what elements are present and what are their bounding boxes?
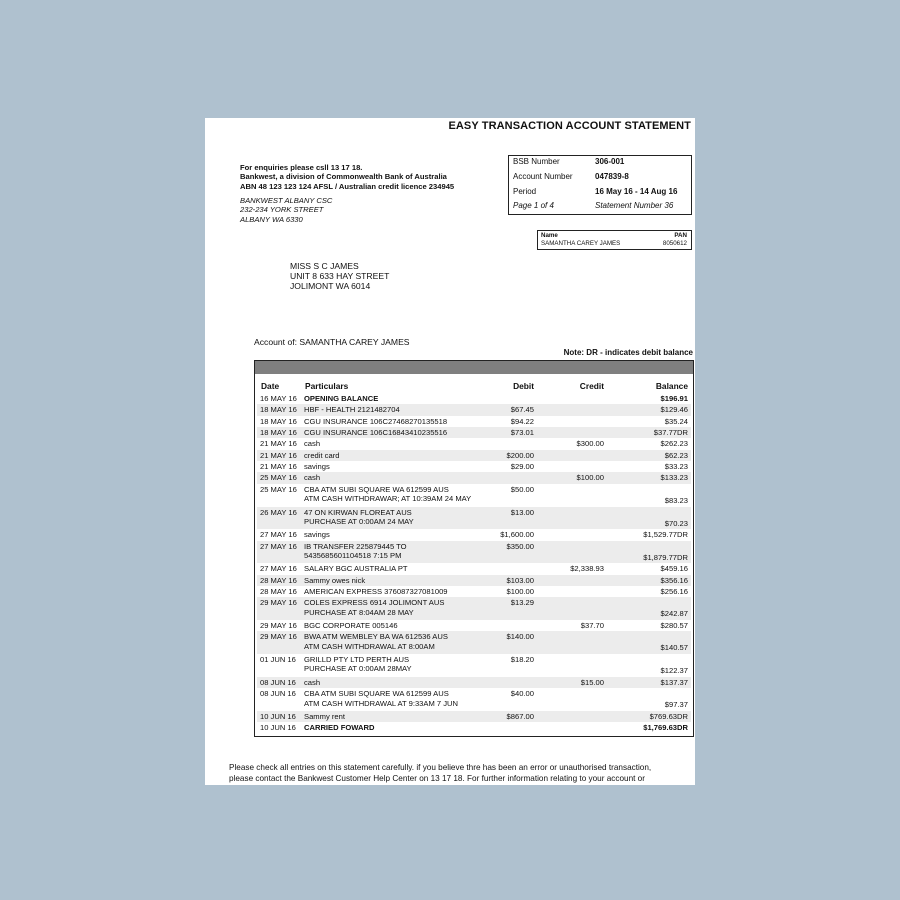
row-particulars [304,542,407,561]
table-row [257,529,691,540]
row-date: 01 JUN 16 [260,655,296,665]
row-balance: $122.37 [660,666,688,676]
row-particulars [304,598,444,617]
row-date: 21 MAY 16 [260,462,297,472]
particulars-line: ATM CASH WITHDRAWAL AT 9:33AM 7 JUN [304,698,459,708]
footer-notice [229,763,651,784]
branch-line: ALBANY WA 6330 [240,214,303,224]
row-date: 25 MAY 16 [260,484,297,494]
particulars-line: ATM CASH WITHDRAWAL AT 8:00AM [304,641,435,651]
row-balance: $33.23 [664,462,688,472]
table-row [257,654,691,677]
row-debit: $140.00 [506,632,534,642]
row-debit: $18.20 [510,655,534,665]
row-date: 10 JUN 16 [260,711,296,721]
account-number-value: 047839-8 [595,172,629,181]
row-particulars [304,485,471,504]
table-row [257,450,691,461]
bank-enquiries-line: For enquiries please csll 13 17 18. [240,163,363,172]
row-date: 10 JUN 16 [260,723,296,733]
row-particulars: Sammy owes nick [304,575,366,585]
table-row [257,688,691,711]
row-balance: $37.77DR [653,428,688,438]
row-balance: $1,879.77DR [643,552,688,562]
table-row [257,631,691,654]
row-particulars: OPENING BALANCE [304,394,379,403]
table-row [257,575,691,586]
row-debit: $13.00 [510,507,534,517]
row-date: 25 MAY 16 [260,473,297,483]
table-row [257,416,691,427]
row-balance: $133.23 [660,473,688,483]
particulars-line: CBA ATM SUBI SQUARE WA 612599 AUS [304,689,449,699]
row-balance: $62.23 [664,450,688,460]
particulars-line: IB TRANSFER 225879445 TO [304,541,407,551]
col-header-date: Date [261,381,280,391]
row-balance: $356.16 [660,575,688,585]
row-particulars: cash [304,439,321,449]
row-date: 29 MAY 16 [260,598,297,608]
table-row [257,427,691,438]
row-debit: $67.45 [510,405,534,415]
statement-number: Statement Number 36 [595,201,674,210]
row-date: 18 MAY 16 [260,405,297,415]
row-balance: $129.46 [660,405,688,415]
row-balance: $1,769.63DR [643,723,688,733]
row-credit: $37.70 [580,621,604,630]
row-debit: $73.01 [510,428,534,438]
row-date: 16 MAY 16 [260,394,297,403]
table-row [257,563,691,574]
bank-abn-line: ABN 48 123 123 124 AFSL / Australian credit licence 234945 [240,181,455,191]
row-date: 29 MAY 16 [260,621,297,630]
document-title: EASY TRANSACTION ACCOUNT STATEMENT [448,120,691,132]
particulars-line: BWA ATM WEMBLEY BA WA 612536 AUS [304,632,448,642]
row-date: 28 MAY 16 [260,575,297,585]
statement-page [205,118,695,785]
pan-value: 8050612 [662,240,687,247]
row-particulars: CGU INSURANCE 106C16843410235516 [304,428,448,438]
branch-address [240,196,332,224]
table-row [257,586,691,597]
row-date: 08 JUN 16 [260,689,296,699]
table-row [257,620,691,631]
row-debit: $13.29 [510,598,534,608]
row-credit: $300.00 [576,439,604,449]
row-date: 08 JUN 16 [260,677,296,687]
particulars-line: CBA ATM SUBI SQUARE WA 612599 AUS [304,484,449,494]
table-row [257,461,691,472]
debit-note: Note: DR - indicates debit balance [563,348,693,357]
table-row [257,404,691,415]
customer-address [290,261,389,291]
table-row [257,438,691,449]
row-debit: $350.00 [506,541,534,551]
row-date: 21 MAY 16 [260,450,297,460]
row-debit: $200.00 [506,450,534,460]
page-label: Page 1 of 4 [513,201,554,210]
page-row [513,201,691,215]
table-row [257,722,691,733]
table-row [257,472,691,483]
table-row [257,393,691,404]
particulars-line: GRILLD PTY LTD PERTH AUS [304,655,410,665]
row-balance: $242.87 [660,609,688,619]
address-line: MISS S C JAMES [290,261,359,271]
row-date: 21 MAY 16 [260,439,297,449]
row-date: 26 MAY 16 [260,507,297,517]
particulars-line: PURCHASE AT 8:04AM 28 MAY [304,607,414,617]
name-label: Name [541,232,558,239]
col-header-balance: Balance [655,381,688,391]
row-balance: $137.37 [660,677,688,687]
period-row [513,187,691,201]
row-credit: $100.00 [576,473,604,483]
row-particulars: BGC CORPORATE 005146 [304,621,398,630]
bank-name-line: Bankwest, a division of Commonwealth Bank of Australia [240,172,447,182]
footer-line: please contact the Bankwest Customer Help Center on 13 17 18. For further information relating to your account or [229,773,645,783]
address-line: UNIT 8 633 HAY STREET [290,271,390,281]
row-balance: $459.16 [660,564,688,574]
row-debit: $50.00 [510,484,534,494]
row-particulars: HBF - HEALTH 2121482704 [304,405,400,415]
row-date: 18 MAY 16 [260,428,297,438]
period-label: Period [513,187,537,196]
row-balance: $280.57 [660,621,688,630]
row-particulars: cash [304,473,321,483]
row-particulars: credit card [304,450,340,460]
row-date: 29 MAY 16 [260,632,297,642]
row-balance: $70.23 [664,518,688,528]
row-particulars: savings [304,462,330,472]
row-particulars: Sammy rent [304,711,345,721]
account-of: Account of: SAMANTHA CAREY JAMES [254,337,410,347]
row-credit: $2,338.93 [570,564,604,574]
row-particulars [304,655,412,674]
row-particulars [304,632,448,651]
row-debit: $29.00 [510,462,534,472]
row-debit: $40.00 [510,689,534,699]
particulars-line: 47 ON KIRWAN FLOREAT AUS [304,507,412,517]
particulars-line: ATM CASH WITHDRAWAR; AT 10:39AM 24 MAY [304,494,472,504]
row-particulars: CGU INSURANCE 106C27468270135518 [304,416,448,426]
row-balance: $1,529.77DR [643,530,688,540]
address-line: JOLIMONT WA 6014 [290,281,371,291]
row-balance: $83.23 [664,495,688,505]
row-particulars: AMERICAN EXPRESS 376087327081009 [304,586,448,596]
row-particulars: cash [304,677,321,687]
row-particulars: savings [304,530,330,540]
table-row [257,677,691,688]
row-particulars: SALARY BGC AUSTRALIA PT [304,564,408,574]
row-date: 27 MAY 16 [260,541,297,551]
account-info-box [508,155,692,215]
row-date: 18 MAY 16 [260,416,297,426]
row-balance: $769.63DR [649,711,688,721]
table-row [257,541,691,564]
row-debit: $1,600.00 [500,530,534,540]
table-row [257,597,691,620]
branch-line: BANKWEST ALBANY CSC [240,196,333,205]
col-header-debit: Debit [513,381,534,391]
row-particulars: CARRIED FOWARD [304,723,375,733]
row-balance: $97.37 [664,700,688,710]
branch-line: 232-234 YORK STREET [240,205,324,215]
particulars-line: 5435685601104518 7:15 PM [304,550,402,560]
row-balance: $256.16 [660,586,688,596]
footer-line: Please check all entries on this statement carefully. if you believe thre has been an error or unauthorised transaction, [229,763,652,772]
row-particulars [304,689,458,708]
bank-info [240,163,454,191]
particulars-line: PURCHASE AT 0:00AM 24 MAY [304,516,414,526]
table-row [257,484,691,507]
row-debit: $100.00 [506,586,534,596]
bsb-row [513,157,691,171]
name-value: SAMANTHA CAREY JAMES [541,240,621,247]
row-date: 27 MAY 16 [260,564,297,574]
row-date: 28 MAY 16 [260,586,297,596]
particulars-line: COLES EXPRESS 6914 JOLIMONT AUS [304,598,445,608]
row-date: 27 MAY 16 [260,530,297,540]
row-debit: $867.00 [506,711,534,721]
bsb-value: 306-001 [595,157,625,166]
bsb-label: BSB Number [513,157,560,166]
row-debit: $103.00 [506,575,534,585]
row-debit: $94.22 [510,416,534,426]
row-balance: $35.24 [664,416,688,426]
col-header-credit: Credit [579,381,604,391]
transactions-table [254,360,694,737]
particulars-line: PURCHASE AT 0:00AM 28MAY [304,664,412,674]
table-row [257,711,691,722]
account-number-label: Account Number [513,172,573,181]
table-row [257,507,691,530]
account-number-row [513,172,691,186]
row-balance: $140.57 [660,643,688,653]
col-header-particulars: Particulars [305,381,349,391]
row-balance: $262.23 [660,439,688,449]
pan-label: PAN [674,232,687,239]
row-credit: $15.00 [580,677,604,687]
row-balance: $196.91 [660,394,688,403]
name-pan-box [537,230,692,250]
table-header-bar [255,361,693,374]
row-particulars [304,508,414,527]
period-value: 16 May 16 - 14 Aug 16 [595,187,678,196]
